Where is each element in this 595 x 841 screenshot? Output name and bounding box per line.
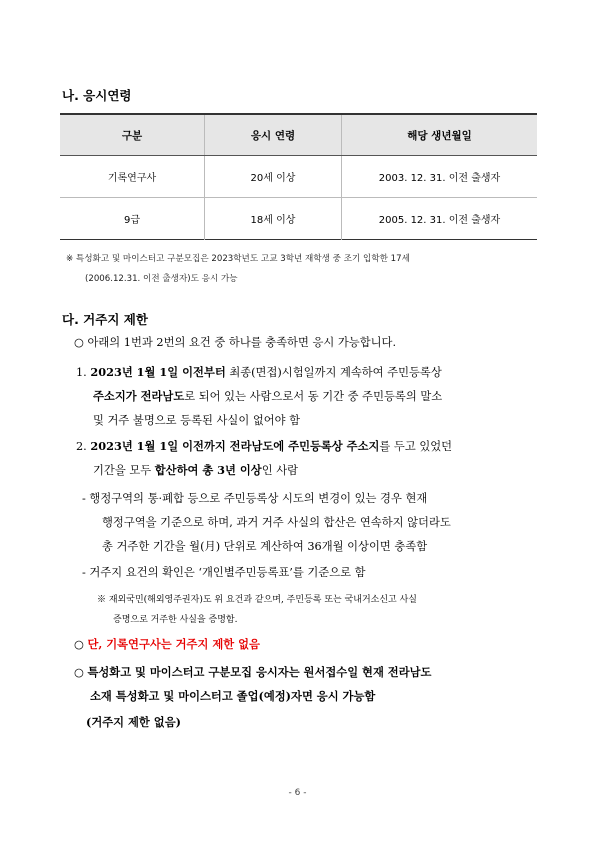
age-note-line2: (2006.12.31. 이전 출생자)도 응시 가능 (85, 274, 238, 284)
item2-bold-total: 합산하여 총 3년 이상 (154, 463, 262, 477)
section-title-residence: 다. 거주지 제한 (62, 312, 148, 327)
red-note-line (74, 636, 260, 652)
table-row (60, 156, 537, 198)
page-number: - 6 - (288, 788, 307, 798)
residence-intro: ○ 아래의 1번과 2번의 요건 중 하나를 충족하면 응시 가능합니다. (74, 336, 397, 349)
last-line3: (거주지 제한 없음) (86, 715, 181, 729)
item1-bold-address: 주소지가 전라남도 (93, 389, 185, 403)
item1-line1 (76, 364, 442, 380)
item2-line1 (76, 438, 452, 454)
age-table (60, 113, 537, 240)
item2-text: 를 두고 있었던 (379, 440, 453, 453)
table-row (60, 198, 537, 240)
bullet-circle: ○ (74, 638, 84, 651)
table-cell: 20세 이상 (205, 156, 342, 198)
last-text: 특성화고 및 마이스터고 구분모집 응시자는 원서접수일 현재 전라남도 (87, 665, 432, 679)
star-note-line1: ※ 재외국민(해외영주권자)도 위 요건과 같으며, 주민등록 또는 국내거소신고 사실 (97, 595, 417, 605)
bullet-circle: ○ (74, 666, 84, 679)
item1-line3: 및 거주 불명으로 등록된 사실이 없어야 함 (93, 414, 301, 427)
table-cell: 2003. 12. 31. 이전 출생자 (342, 156, 538, 198)
table-cell: 기록연구사 (60, 156, 205, 198)
red-note: 단, 기록연구사는 거주지 제한 없음 (87, 637, 260, 651)
table-header-row (60, 114, 537, 156)
item2-text: 인 사람 (261, 464, 299, 477)
item1-number: 1. (76, 366, 87, 379)
star-note-line2: 증명으로 거주한 사실을 증명함. (113, 615, 238, 625)
table-header: 구분 (60, 114, 205, 156)
dash1-line2: 행정구역을 기준으로 하며, 과거 거주 사실의 합산은 연속하지 않더라도 (102, 516, 451, 529)
dash1-line3: 총 거주한 기간을 월(月) 단위로 계산하여 36개월 이상이면 충족함 (102, 540, 428, 553)
last-line2: 소재 특성화고 및 마이스터고 졸업(예정)자면 응시 가능함 (90, 689, 376, 703)
last-line1 (74, 664, 431, 680)
table-header: 해당 생년월일 (342, 114, 538, 156)
item2-number: 2. (76, 440, 87, 453)
dash2: - 거주지 요건의 확인은 ‘개인별주민등록표’를 기준으로 함 (82, 566, 366, 579)
table-cell: 18세 이상 (205, 198, 342, 240)
dash1-line1: - 행정구역의 통·폐합 등으로 주민등록상 시도의 변경이 있는 경우 현재 (82, 492, 428, 505)
section-title-age: 나. 응시연령 (62, 88, 132, 103)
item2-line2 (93, 462, 298, 478)
item1-line2 (93, 388, 442, 404)
table-cell: 9급 (60, 198, 205, 240)
item1-text: 로 되어 있는 사람으로서 동 기간 중 주민등록의 말소 (184, 390, 443, 403)
item2-text: 기간을 모두 (93, 464, 155, 477)
item1-bold-date: 2023년 1월 1일 이전부터 (90, 365, 226, 379)
age-note-line1: ※ 특성화고 및 마이스터고 구분모집은 2023학년도 고교 3학년 재학생 중 조기 입학한 17세 (66, 254, 410, 264)
table-cell: 2005. 12. 31. 이전 출생자 (342, 198, 538, 240)
item2-bold-date: 2023년 1월 1일 이전까지 전라남도에 주민등록상 주소지 (90, 439, 380, 453)
table-header: 응시 연령 (205, 114, 342, 156)
item1-text: 최종(면접)시험일까지 계속하여 주민등록상 (225, 366, 442, 379)
